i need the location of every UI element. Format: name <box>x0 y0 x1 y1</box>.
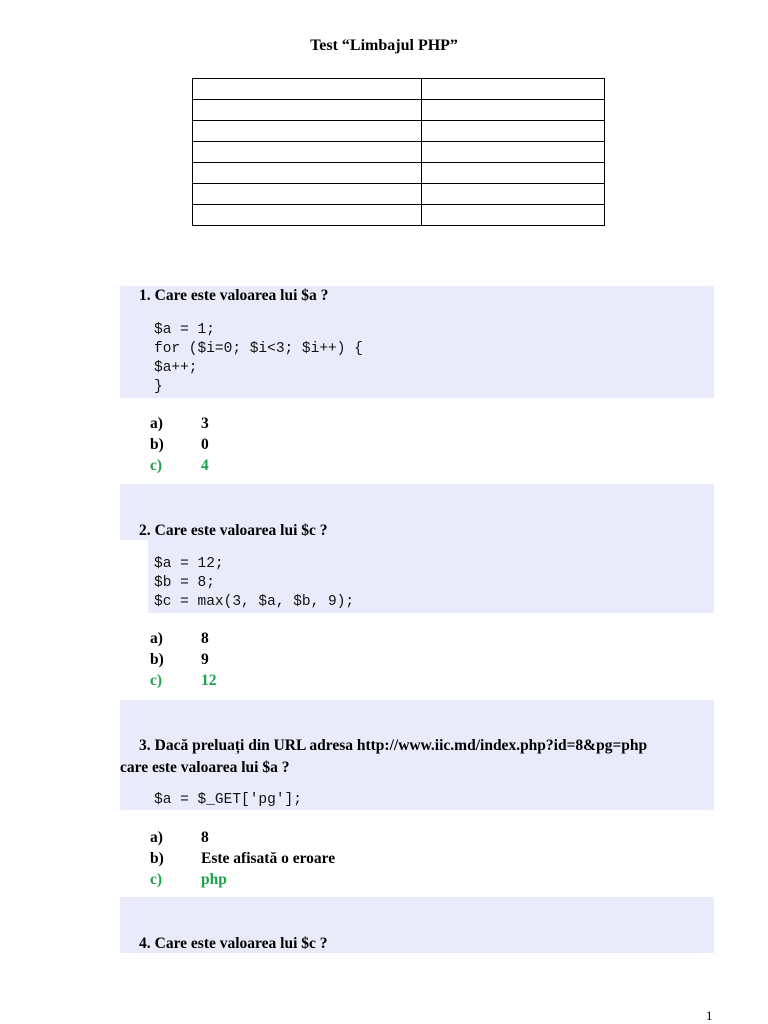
question-3-prompt-line-2: care este valoarea lui $a ? <box>120 759 290 776</box>
table-row <box>193 121 605 142</box>
page-number: 1 <box>706 1008 713 1023</box>
option-value: 8 <box>201 630 209 647</box>
option-letter: b) <box>150 651 164 668</box>
option-letter: b) <box>150 436 164 453</box>
option-letter: c) <box>150 672 163 689</box>
table-row <box>193 79 605 100</box>
question-number: 2. <box>139 522 151 539</box>
option-letter: c) <box>150 871 163 888</box>
option-value: 8 <box>201 829 209 846</box>
table-cell <box>422 205 605 226</box>
table-row <box>193 205 605 226</box>
option-letter: a) <box>150 829 163 846</box>
table-row <box>193 184 605 205</box>
table-cell <box>422 163 605 184</box>
question-4-prompt <box>139 935 328 953</box>
page-title: Test “Limbajul PHP” <box>310 37 458 54</box>
table-cell <box>193 163 422 184</box>
question-1-code <box>154 321 363 397</box>
option-letter: a) <box>150 415 163 432</box>
option-letter: b) <box>150 850 164 867</box>
code-line: $b = 8; <box>154 575 215 591</box>
table-cell <box>193 79 422 100</box>
code-line: $a = $_GET['pg']; <box>154 792 302 808</box>
question-text: Care este valoarea lui <box>154 287 302 304</box>
question-3-code <box>154 791 302 810</box>
question-number: 3. <box>139 737 151 754</box>
option-value: 9 <box>201 651 209 668</box>
table-cell <box>193 121 422 142</box>
table-row <box>193 142 605 163</box>
question-text-end: ? <box>316 287 329 304</box>
question-variable: $a <box>301 287 317 304</box>
student-info-table <box>192 78 605 226</box>
table-cell <box>422 142 605 163</box>
question-text: Care este valoarea lui $c ? <box>154 522 328 539</box>
option-value: 4 <box>201 457 209 474</box>
question-3-prompt-line-1 <box>139 737 647 755</box>
question-text: Care este valoarea lui $c ? <box>154 935 328 952</box>
option-letter: a) <box>150 630 163 647</box>
table-cell <box>422 121 605 142</box>
table-row <box>193 163 605 184</box>
table-cell <box>422 184 605 205</box>
code-line: $a++; <box>154 360 198 376</box>
option-value: 0 <box>201 436 209 453</box>
question-2-prompt <box>139 522 328 540</box>
table-cell <box>193 142 422 163</box>
question-text: Dacă preluați din URL adresa http://www.iic.md/index.php?id=8&pg=php <box>154 737 648 754</box>
question-number: 1. <box>139 287 151 304</box>
option-value: 3 <box>201 415 209 432</box>
table-row <box>193 100 605 121</box>
table-cell <box>422 79 605 100</box>
code-line: } <box>154 379 163 395</box>
question-1-prompt <box>139 287 328 305</box>
table-cell <box>422 100 605 121</box>
option-value: php <box>201 871 227 888</box>
question-2-code <box>154 555 354 612</box>
question-number: 4. <box>139 935 151 952</box>
code-line: $a = 1; <box>154 322 215 338</box>
table-cell <box>193 184 422 205</box>
table-cell <box>193 100 422 121</box>
option-value: Este afisată o eroare <box>201 850 336 867</box>
code-line: for ($i=0; $i<3; $i++) { <box>154 341 363 357</box>
code-line: $a = 12; <box>154 556 224 572</box>
option-letter: c) <box>150 457 163 474</box>
table-cell <box>193 205 422 226</box>
option-value: 12 <box>201 672 217 689</box>
code-line: $c = max(3, $a, $b, 9); <box>154 594 355 610</box>
